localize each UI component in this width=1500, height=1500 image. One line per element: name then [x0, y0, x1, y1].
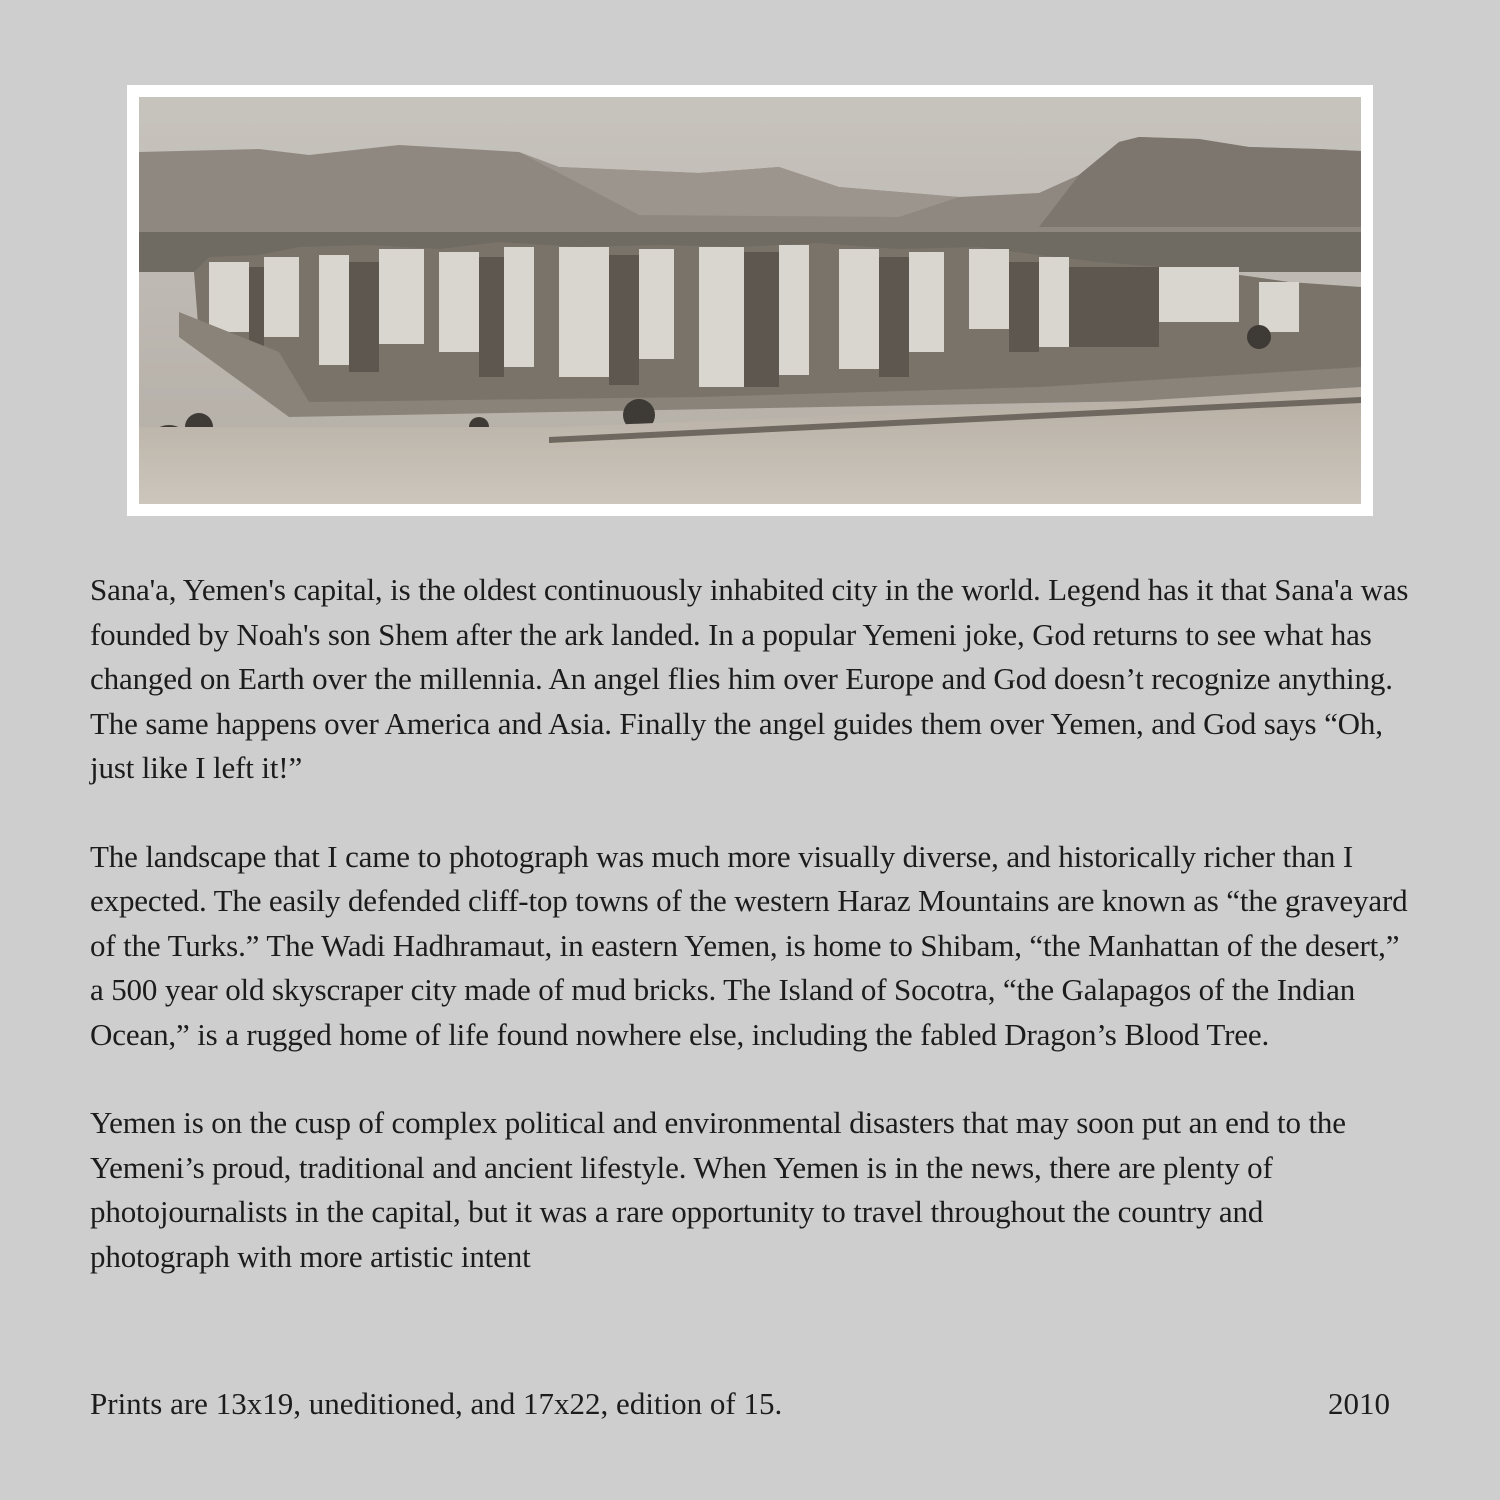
city-photo-illustration — [139, 97, 1361, 504]
paragraph-sanaa: Sana'a, Yemen's capital, is the oldest continuously inhabited city in the world. Legend has it that Sana'a was founded by Noah's son Shem after the ark landed. In a popular Yemeni joke, God returns to see what has changed on Earth over the millennia. An angel flies him over Europe and God doesn’t recognize anything. The same happens over America and Asia. Finally the angel guides them over Yemen, and God says “Oh, just like I left it!” — [90, 572, 1409, 785]
paragraph-political: Yemen is on the cusp of complex political and environmental disasters that may soon put an end to the Yemeni’s proud, traditional and ancient lifestyle. When Yemen is in the news, there are plenty of photojournalists in the capital, but it was a rare opportunity to travel throughout the country and photograph with more artistic intent — [90, 1105, 1346, 1274]
print-sizes: Prints are 13x19, uneditioned, and 17x22, edition of 15. — [90, 1386, 783, 1421]
description-text — [90, 568, 1410, 1323]
paragraph-landscape: The landscape that I came to photograph was much more visually diverse, and historically richer than I expected. The easily defended cliff-top towns of the western Haraz Mountains are known as “the graveyard of the Turks.” The Wadi Hadhramaut, in eastern Yemen, is home to Shibam, “the Manhattan of the desert,” a 500 year old skyscraper city made of mud bricks. The Island of Socotra, “the Galapagos of the Indian Ocean,” is a rugged home of life found nowhere else, including the fabled Dragon’s Blood Tree. — [90, 838, 1408, 1052]
panoramic-city-photo — [139, 97, 1361, 504]
year-label: 2010 — [1328, 1386, 1390, 1421]
photo-frame — [127, 85, 1373, 516]
